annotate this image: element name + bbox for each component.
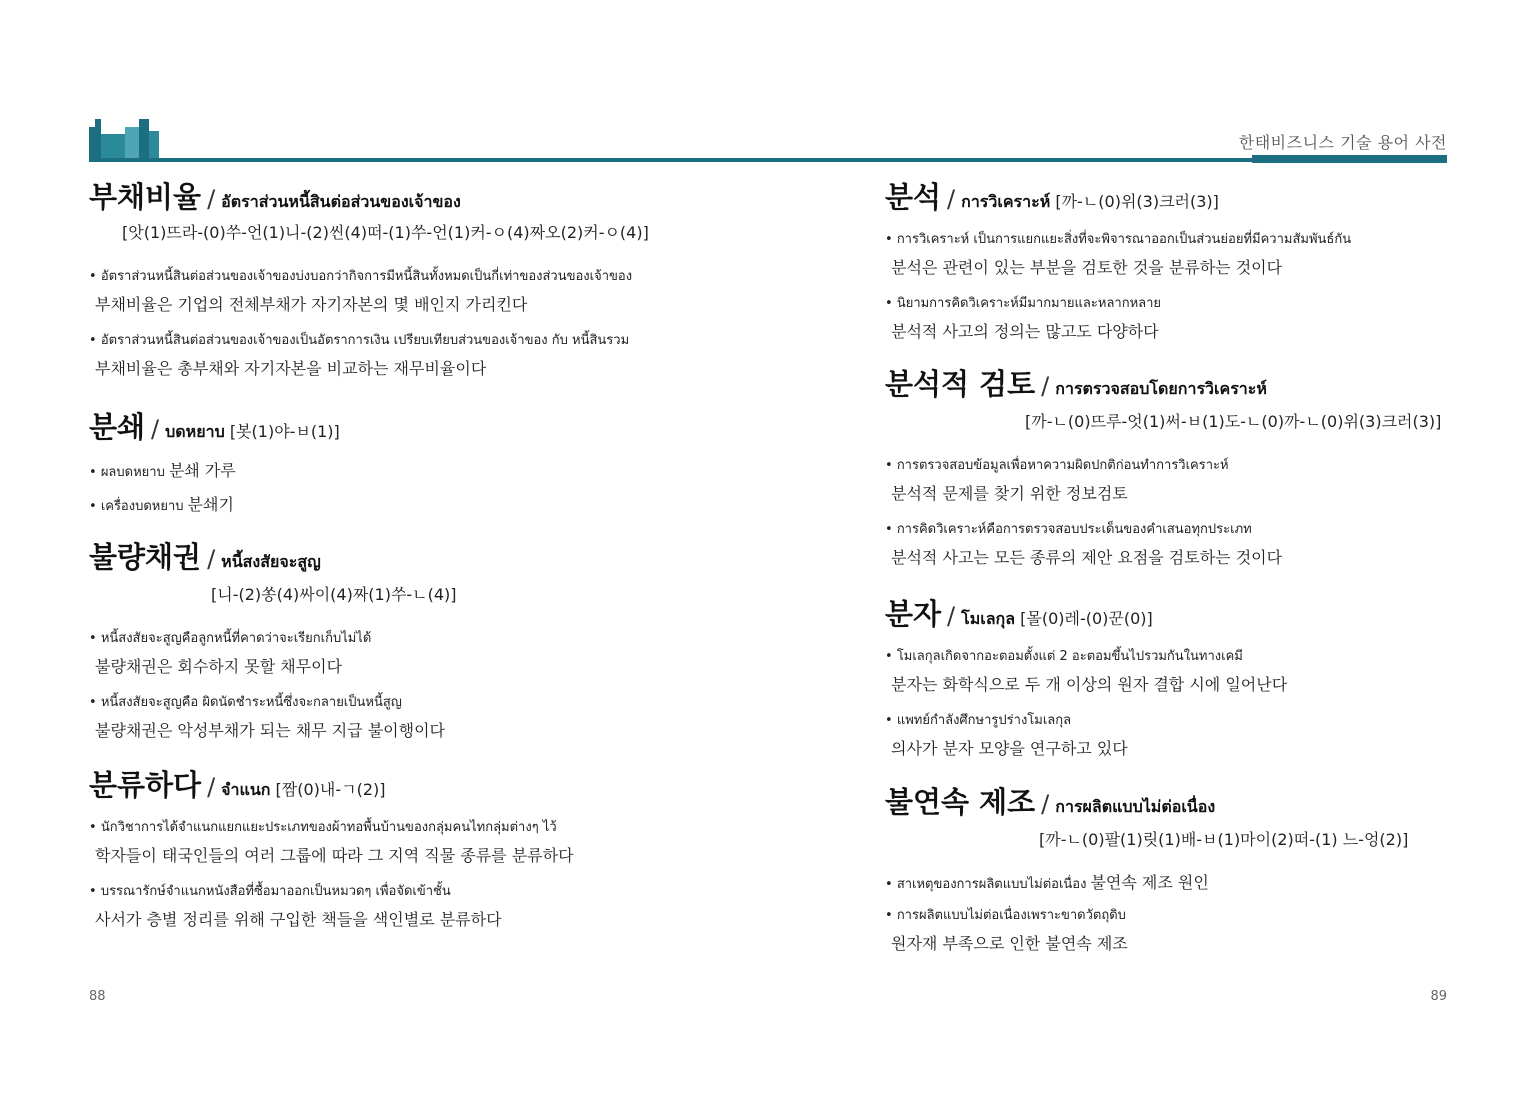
pronunciation: [짬(0)내-ㄱ(2)]: [275, 780, 386, 799]
thai-example: • การคิดวิเคราะห์คือการตรวจสอบประเด็นของคำเสนอทุกประเภท: [885, 518, 1441, 539]
book-title: 한태비즈니스 기술 용어 사전: [1238, 133, 1447, 152]
thai-example: • นิยามการคิดวิเคราะห์มีมากมายและหลากหลาย: [885, 292, 1351, 313]
thai-example: • แพทย์กำลังศึกษารูปร่างโมเลกุล: [885, 709, 1287, 730]
thai-term: การผลิตแบบไม่ต่อเนื่อง: [1055, 797, 1216, 816]
example-line: [89, 458, 340, 482]
korean-example: 학자들이 태국인들의 여러 그룹에 따라 그 지역 직물 종류를 분류하다: [95, 846, 574, 865]
thai-example: • การผลิตแบบไม่ต่อเนื่องเพราะขาดวัตถุดิบ: [885, 904, 1408, 925]
thai-term: หนี้สงสัยจะสูญ: [221, 552, 321, 571]
korean-example: 부채비율은 기업의 전체부채가 자기자본의 몇 배인지 가리킨다: [95, 295, 528, 314]
thai-example: • โมเลกุลเกิดจากอะตอมตั้งแต่ 2 อะตอมขึ้นไปรวมกันในทางเคมี: [885, 645, 1287, 666]
pronunciation: [봇(1)야-ㅂ(1)]: [229, 422, 340, 441]
entry-heading: [885, 175, 1351, 216]
thai-example: • ผลบดหยาบ: [89, 465, 165, 480]
slash: /: [207, 545, 216, 573]
thai-term: บดหยาบ: [165, 422, 225, 441]
term: 분류하다: [89, 768, 202, 802]
slash: /: [207, 185, 216, 213]
header-tab: [1252, 155, 1447, 163]
thai-term: จำแนก: [221, 780, 271, 799]
korean-example: 분석적 문제를 찾기 위한 정보검토: [891, 484, 1128, 503]
slash: /: [947, 185, 956, 213]
page-number-left: 88: [89, 989, 106, 1004]
term: 불연속 제조: [885, 785, 1036, 819]
thai-example: • เครื่องบดหยาบ: [89, 499, 184, 514]
term: 분석: [885, 180, 942, 214]
entry-heading: [89, 763, 574, 804]
term: 분쇄: [89, 410, 146, 444]
slash: /: [151, 415, 160, 443]
entry-heading: [89, 405, 340, 446]
example-line: [885, 870, 1408, 894]
thai-example: • อัตราส่วนหนี้สินต่อส่วนของเจ้าของเป็นอัตราการเงิน เปรียบเทียบส่วนของเจ้าของ กับ หนี้สินรวม: [89, 329, 649, 350]
thai-example: • สาเหตุของการผลิตแบบไม่ต่อเนื่อง: [885, 877, 1086, 892]
pronunciation: [앗(1)뜨라-(0)쑤-언(1)니-(2)씬(4)떠-(1)쑤-언(1)커-ㅇ(4)짜오(2)커-ㅇ(4)]: [122, 223, 649, 242]
thai-example: • การวิเคราะห์ เป็นการแยกแยะสิ่งที่จะพิจารณาออกเป็นส่วนย่อยที่มีความสัมพันธ์กัน: [885, 228, 1351, 249]
entry-heading: [89, 535, 457, 576]
korean-example: 불량채권은 악성부채가 되는 채무 지급 불이행이다: [95, 721, 446, 740]
pronunciation: [까-ㄴ(0)위(3)크러(3)]: [1055, 192, 1219, 211]
entry-heading: [885, 592, 1287, 633]
entry: [885, 780, 1408, 954]
header-rule: [89, 158, 1447, 162]
entry: [89, 763, 574, 930]
entry: [885, 362, 1441, 568]
entry: [89, 405, 340, 516]
pronunciation: [까-ㄴ(0)뜨루-엇(1)써-ㅂ(1)도-ㄴ(0)까-ㄴ(0)위(3)크러(3)]: [1025, 412, 1442, 431]
entry: [885, 592, 1287, 759]
thai-example: • หนี้สงสัยจะสูญคือ ผิดนัดชำระหนี้ซึ่งจะกลายเป็นหนี้สูญ: [89, 691, 457, 712]
korean-example: 분자는 화학식으로 두 개 이상의 원자 결합 시에 일어난다: [891, 675, 1288, 694]
example-line: [89, 492, 340, 516]
korean-example: 사서가 층별 정리를 위해 구입한 책들을 색인별로 분류하다: [95, 910, 502, 929]
entry-heading: [885, 362, 1441, 403]
pronunciation: [몰(0)레-(0)꾼(0)]: [1020, 609, 1153, 628]
term: 분자: [885, 597, 942, 631]
book-logo-icon: [89, 119, 159, 161]
term: 불량채권: [89, 540, 202, 574]
korean-example: 분쇄 가루: [168, 461, 236, 480]
entry: [89, 175, 649, 379]
korean-example: 원자재 부족으로 인한 불연속 제조: [891, 934, 1128, 953]
korean-example: 의사가 분자 모양을 연구하고 있다: [891, 739, 1128, 758]
korean-example: 불연속 제조 원인: [1090, 873, 1209, 892]
korean-example: 분쇄기: [187, 495, 234, 514]
entry-heading: [89, 175, 649, 216]
page-number-right: 89: [1430, 989, 1447, 1004]
thai-term: อัตราส่วนหนี้สินต่อส่วนของเจ้าของ: [221, 192, 461, 211]
pronunciation: [까-ㄴ(0)팔(1)릿(1)배-ㅂ(1)마이(2)떠-(1) 느-엉(2)]: [1039, 830, 1409, 849]
thai-example: • การตรวจสอบข้อมูลเพื่อหาความผิดปกติก่อนทำการวิเคราะห์: [885, 454, 1441, 475]
korean-example: 부채비율은 총부채와 자기자본을 비교하는 재무비율이다: [95, 359, 487, 378]
term: 분석적 검토: [885, 367, 1036, 401]
korean-example: 분석은 관련이 있는 부분을 검토한 것을 분류하는 것이다: [891, 258, 1283, 277]
korean-example: 분석적 사고의 정의는 많고도 다양하다: [891, 322, 1159, 341]
slash: /: [1041, 790, 1050, 818]
thai-example: • นักวิชาการได้จำแนกแยกแยะประเภทของผ้าทอพื้นบ้านของกลุ่มคนไทกลุ่มต่างๆ ไว้: [89, 816, 574, 837]
pronunciation: [니-(2)쏭(4)싸이(4)짜(1)쑤-ㄴ(4)]: [211, 585, 457, 604]
slash: /: [207, 773, 216, 801]
term: 부채비율: [89, 180, 202, 214]
korean-example: 불량채권은 회수하지 못할 채무이다: [95, 657, 343, 676]
thai-term: การวิเคราะห์: [961, 192, 1051, 211]
thai-example: • อัตราส่วนหนี้สินต่อส่วนของเจ้าของบ่งบอกว่ากิจการมีหนี้สินทั้งหมดเป็นกี่เท่าของส่วนของเจ้าของ: [89, 265, 649, 286]
entry-heading: [885, 780, 1408, 821]
thai-term: โมเลกุล: [961, 609, 1016, 628]
slash: /: [947, 602, 956, 630]
entry: [885, 175, 1351, 342]
korean-example: 분석적 사고는 모든 종류의 제안 요점을 검토하는 것이다: [891, 548, 1283, 567]
slash: /: [1041, 372, 1050, 400]
thai-term: การตรวจสอบโดยการวิเคราะห์: [1055, 379, 1267, 398]
thai-example: • บรรณารักษ์จำแนกหนังสือที่ซื้อมาออกเป็นหมวดๆ เพื่อจัดเข้าชั้น: [89, 880, 574, 901]
entry: [89, 535, 457, 741]
thai-example: • หนี้สงสัยจะสูญคือลูกหนี้ที่คาดว่าจะเรียกเก็บไม่ได้: [89, 627, 457, 648]
